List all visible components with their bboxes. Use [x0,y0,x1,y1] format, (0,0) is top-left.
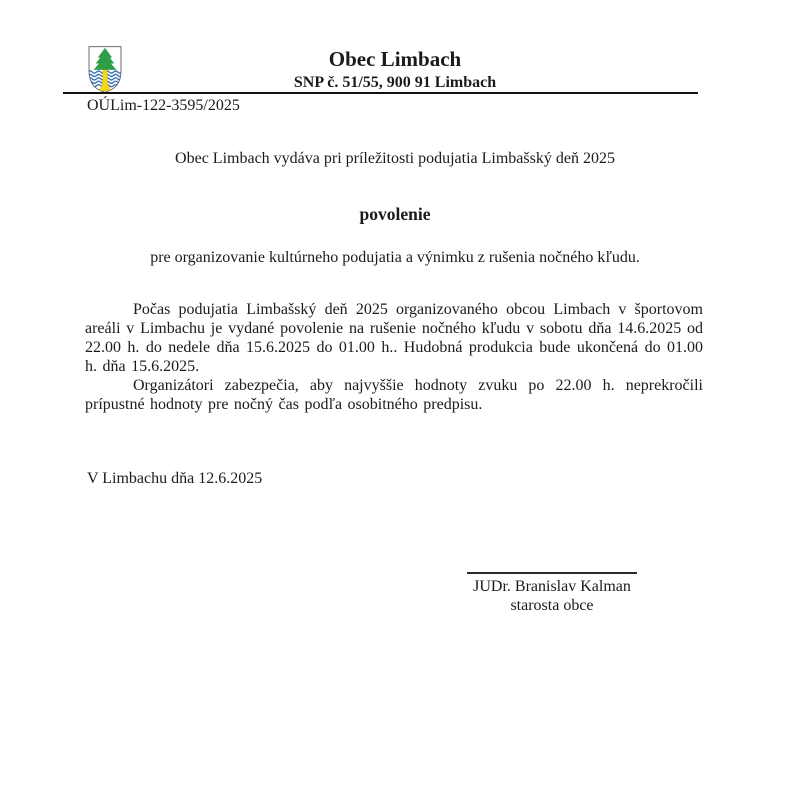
subject-line: pre organizovanie kultúrneho podujatia a výnimku z rušenia nočného kľudu. [150,249,640,266]
signatory-name: JUDr. Branislav Kalman [473,578,631,595]
intro-line: Obec Limbach vydáva pri príležitosti podujatia Limbašský deň 2025 [175,150,615,167]
body-text [85,300,703,414]
municipality-name: Obec Limbach [328,47,462,71]
signatory-title: starosta obce [510,597,594,614]
date-place-line: V Limbachu dňa 12.6.2025 [87,470,263,487]
paragraph-2: Organizátori zabezpečia, aby najvyššie hodnoty zvuku po 22.00 h. neprekročili prípustné hodnoty pre nočný čas podľa osobitného predpisu. [85,377,703,413]
paragraph-1: Počas podujatia Limbašský deň 2025 organizovaného obcou Limbach v športovom areáli v Limbachu je vydané povolenie na rušenie nočného kľudu v sobotu dňa 14.6.2025 od 22.00 h. do nedele dňa 15.6.2025 do 01.00 h.. Hudobná produkcia bude ukončená do 01.00 h. dňa 15.6.2025. [85,301,703,375]
document-title: povolenie [359,204,431,224]
municipality-address: SNP č. 51/55, 900 91 Limbach [293,74,497,91]
reference-number: OÚLim-122-3595/2025 [87,97,240,114]
signature-line [467,572,637,574]
signature-block [462,572,642,615]
header-divider-line [63,92,698,94]
